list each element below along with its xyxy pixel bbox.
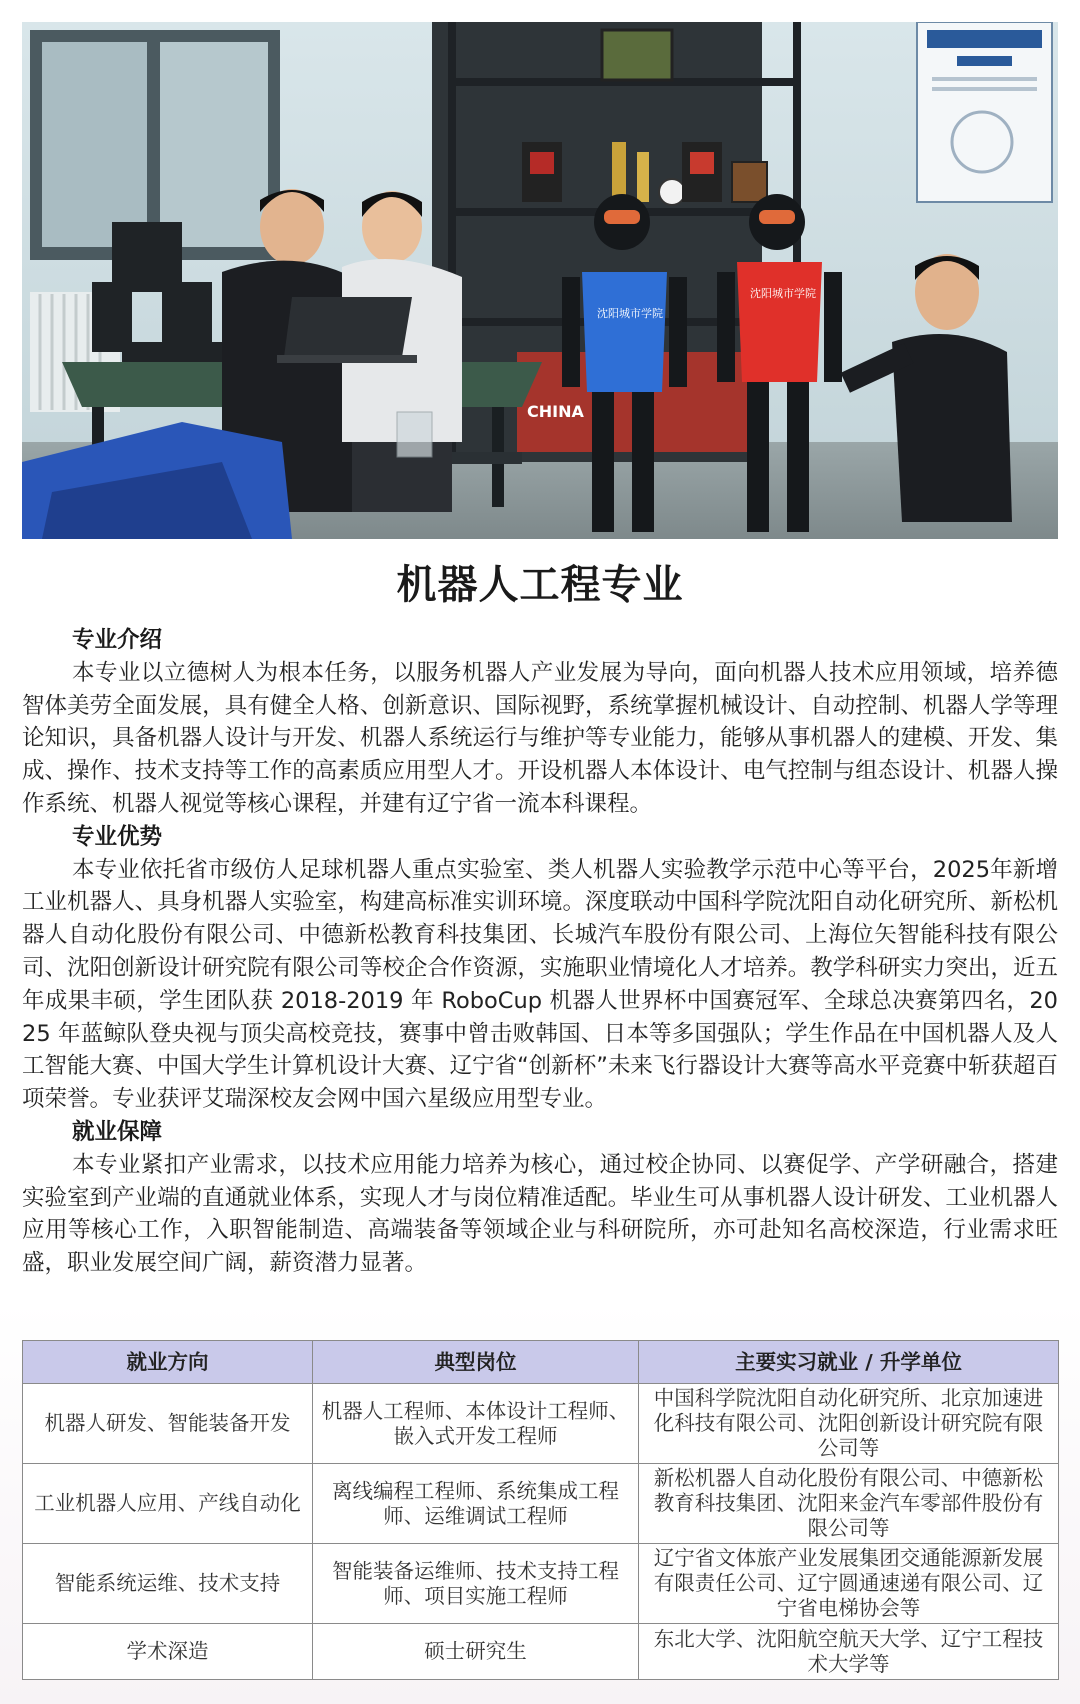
cell-position: 离线编程工程师、系统集成工程师、运维调试工程师: [313, 1464, 639, 1544]
cell-unit: 辽宁省文体旅产业发展集团交通能源新发展有限责任公司、辽宁圆通速递有限公司、辽宁省电梯协会等: [639, 1544, 1059, 1624]
section-text-advantage: 本专业依托省市级仿人足球机器人重点实验室、类人机器人实验教学示范中心等平台，2025年新增工业机器人、具身机器人实验室，构建高标准实训环境。深度联动中国科学院沈阳自动化研究所、新松机器人自动化股份有限公司、中德新松教育科技集团、长城汽车股份有限公司、上海位矢智能科技有限公司、沈阳创新设计研究院有限公司等校企合作资源，实施职业情境化人才培养。教学科研实力突出，近五年成果丰硕，学生团队获 2018-2019 年 RoboCup 机器人世界杯中国赛冠军、全球总决赛第四名，2025 年蓝鲸队登央视与顶尖高校竞技，赛事中曾击败韩国、日本等多国强队；学生作品在中国机器人及人工智能大赛、中国大学生计算机设计大赛、辽宁省“创新杯”未来飞行器设计大赛等高水平竞赛中斩获超百项荣誉。专业获评艾瑞深校友会网中国六星级应用型专业。: [22, 856, 1058, 1113]
header-unit: 主要实习就业 / 升学单位: [639, 1341, 1059, 1384]
cell-position: 机器人工程师、本体设计工程师、嵌入式开发工程师: [313, 1384, 639, 1464]
employment-table: [22, 1340, 1058, 1680]
cell-unit: 中国科学院沈阳自动化研究所、北京加速进化科技有限公司、沈阳创新设计研究院有限公司等: [639, 1384, 1059, 1464]
section-heading-employment: 就业保障: [72, 1118, 163, 1145]
cell-unit: 新松机器人自动化股份有限公司、中德新松教育科技集团、沈阳来金汽车零部件股份有限公司等: [639, 1464, 1059, 1544]
banner-text: CHINA: [527, 402, 584, 421]
cell-direction: 智能系统运维、技术支持: [23, 1544, 313, 1624]
page-title: 机器人工程专业: [396, 562, 684, 608]
laptop: [277, 297, 417, 363]
lab-photo-illustration: [22, 22, 1058, 539]
table-row: [23, 1464, 1059, 1544]
section-heading-intro: 专业介绍: [72, 627, 163, 653]
body-content: [22, 624, 1058, 1280]
cell-position: 智能装备运维师、技术支持工程师、项目实施工程师: [313, 1544, 639, 1624]
table-row: [23, 1624, 1059, 1680]
table-row: [23, 1384, 1059, 1464]
jersey-blue-text: 沈阳城市学院: [597, 307, 663, 320]
table-header-row: [23, 1341, 1059, 1384]
wall-poster: [917, 22, 1052, 202]
section-text-intro: 本专业以立德树人为根本任务，以服务机器人产业发展为导向，面向机器人技术应用领域，培养德智体美劳全面发展，具有健全人格、创新意识、国际视野，系统掌握机械设计、自动控制、机器人学等理论知识，具备机器人设计与开发、机器人系统运行与维护等专业能力，能够从事机器人的建模、开发、集成、操作、技术支持等工作的高素质应用型人才。开设机器人本体设计、电气控制与组态设计、机器人操作系统、机器人视觉等核心课程，并建有辽宁省一流本科课程。: [22, 659, 1058, 817]
cell-unit: 东北大学、沈阳航空航天大学、辽宁工程技术大学等: [639, 1624, 1059, 1680]
cell-direction: 机器人研发、智能装备开发: [23, 1384, 313, 1464]
lab-photo: [22, 22, 1058, 539]
cell-direction: 学术深造: [23, 1624, 313, 1680]
header-direction: 就业方向: [23, 1341, 313, 1384]
jersey-red-text: 沈阳城市学院: [750, 287, 816, 300]
section-text-employment: 本专业紧扣产业需求，以技术应用能力培养为核心，通过校企协同、以赛促学、产学研融合，搭建实验室到产业端的直通就业体系，实现人才与岗位精准适配。毕业生可从事机器人设计研发、工业机器人应用等核心工作，入职智能制造、高端装备等领域企业与科研院所，亦可赴知名高校深造，行业需求旺盛，职业发展空间广阔，薪资潜力显著。: [22, 1151, 1058, 1277]
section-heading-advantage: 专业优势: [72, 823, 163, 850]
cell-direction: 工业机器人应用、产线自动化: [23, 1464, 313, 1544]
cell-position: 硕士研究生: [313, 1624, 639, 1680]
table-row: [23, 1544, 1059, 1624]
header-position: 典型岗位: [313, 1341, 639, 1384]
